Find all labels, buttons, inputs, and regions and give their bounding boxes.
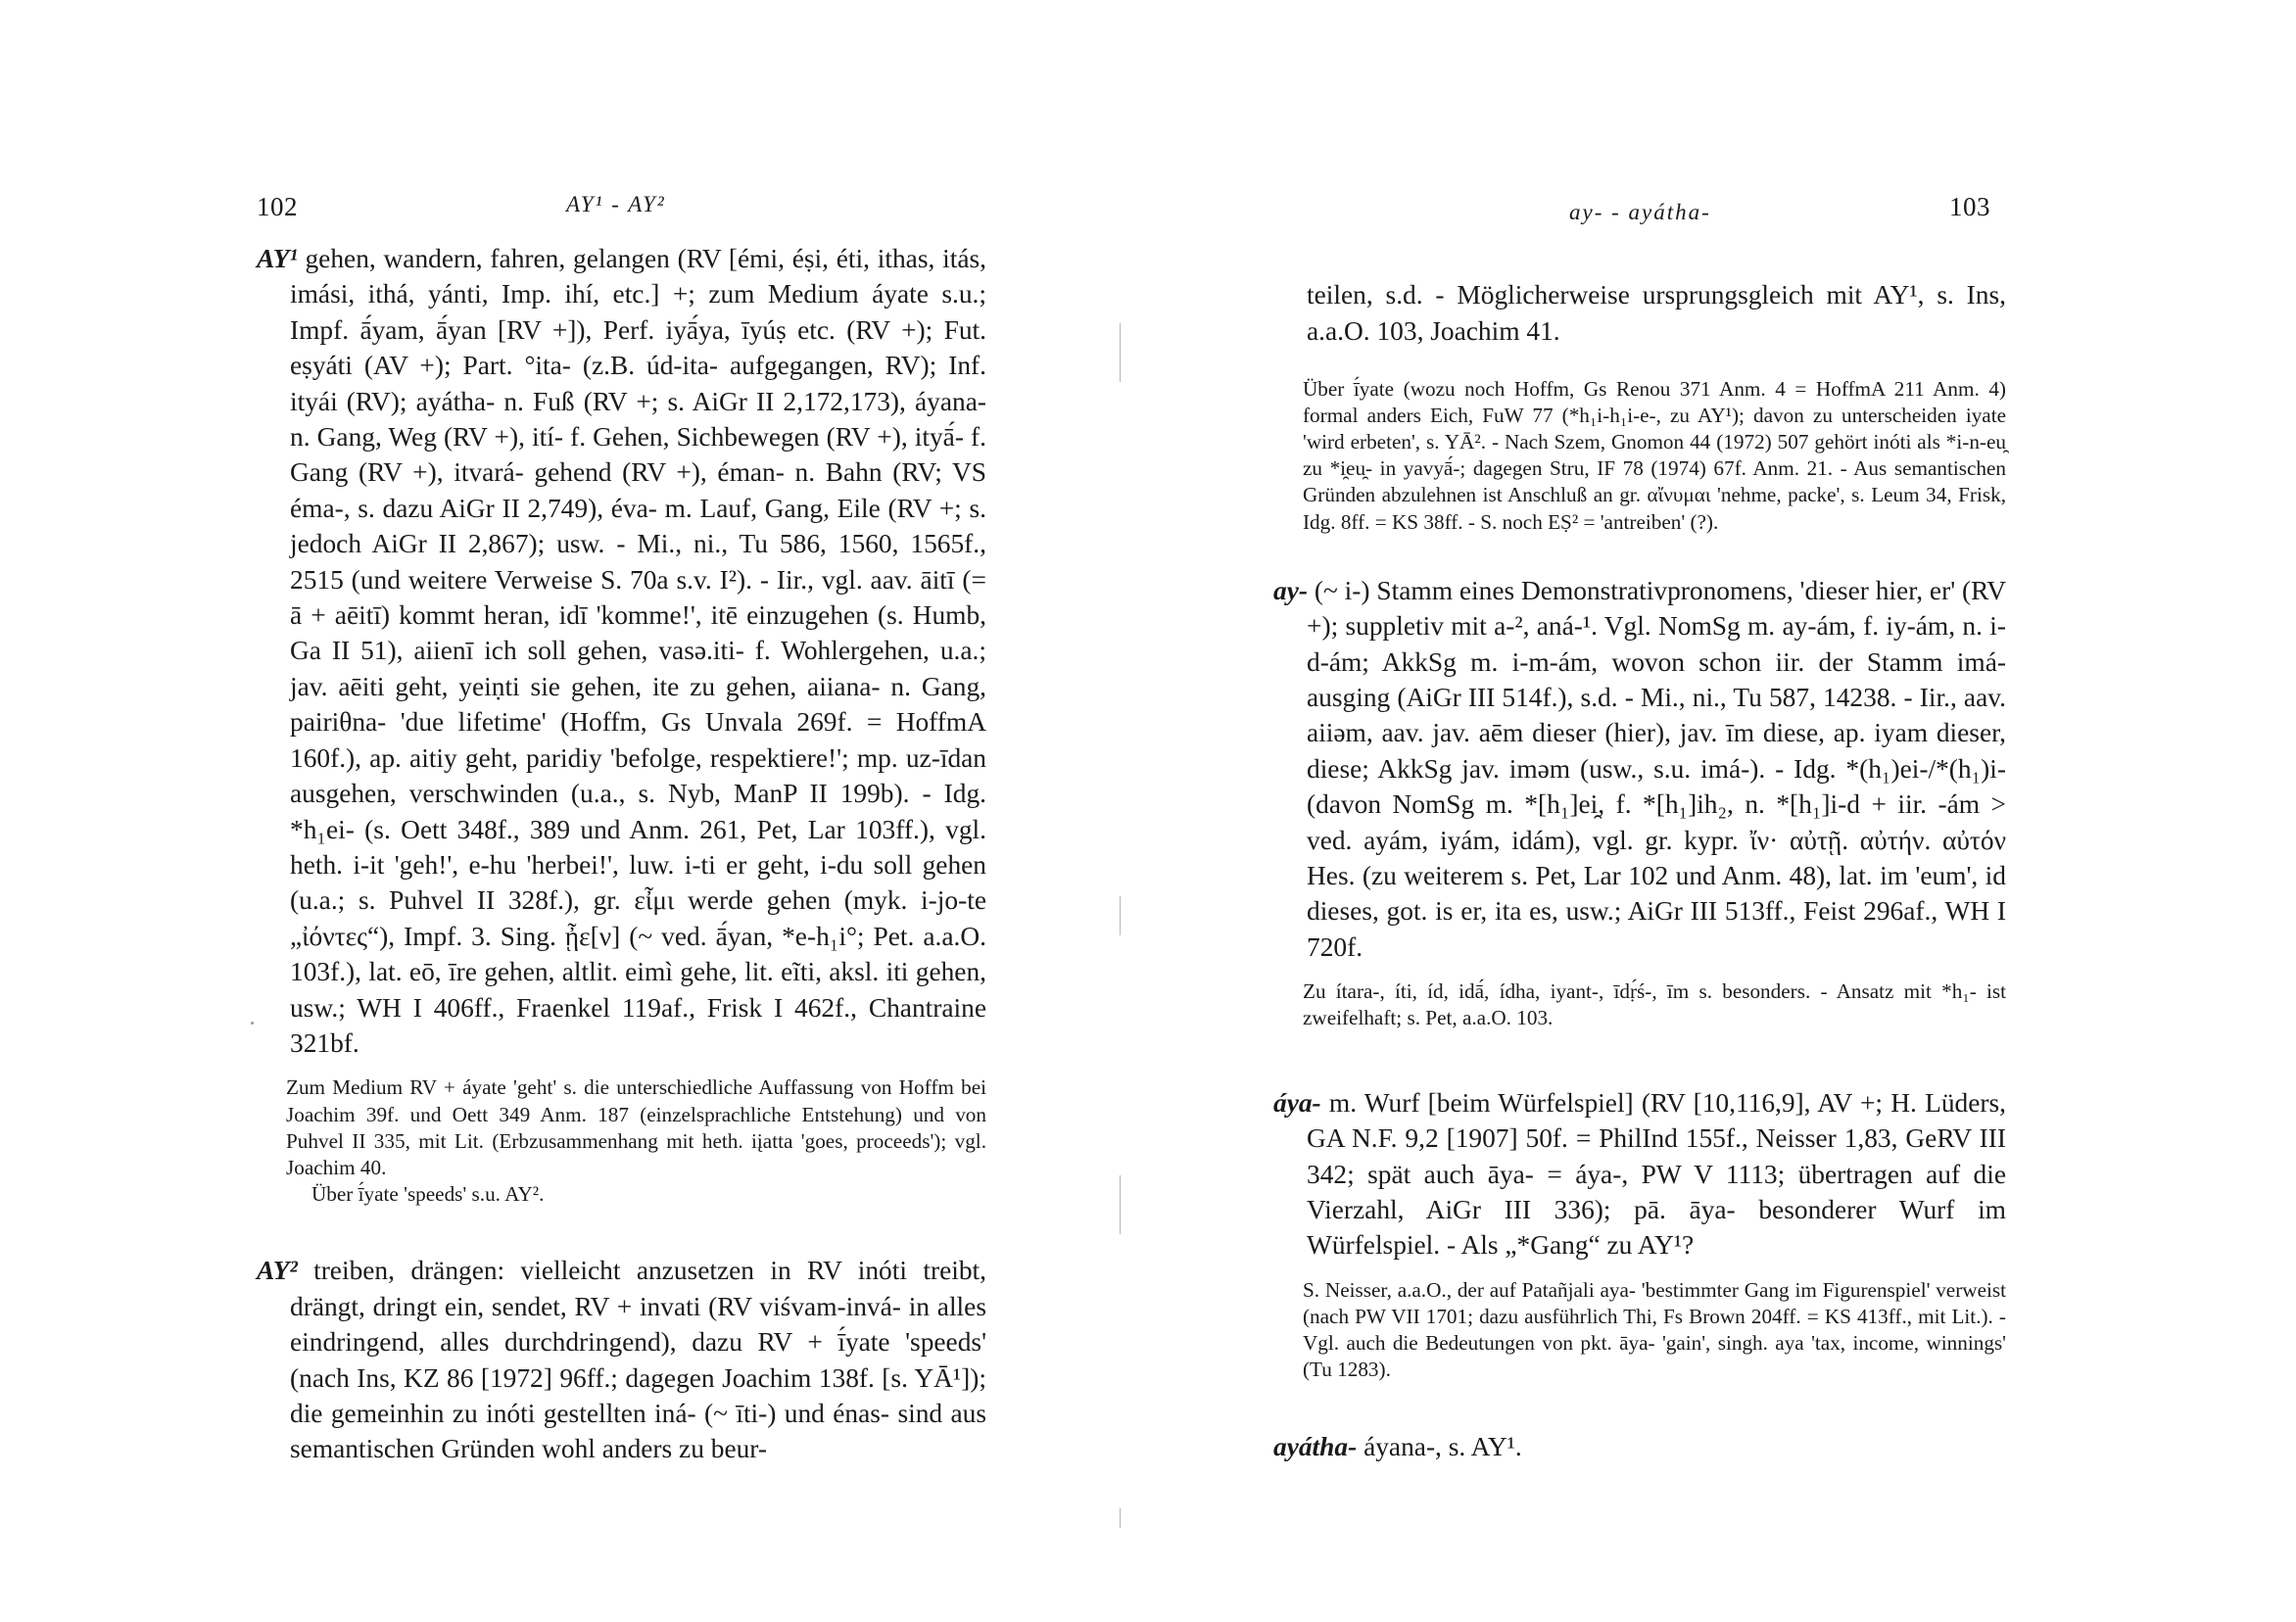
note-aya xyxy=(1273,1277,2006,1384)
entry-ay1-text: gehen, wandern, fahren, gelangen (RV [émi, éṣi, éti, ithas, itás, imási, ithá, yánti, Imp. ihí, etc.] +; zum Medium áyate s.u.; Impf. ā́yam, ā́yan [RV +]), Perf. iyā́ya, īyúṣ etc. (RV +); Fut. eṣyáti (AV +); Part. °ita- (z.B. úd-ita- aufgegangen, RV); Inf. ityái (RV); ayátha- n. Fuß (RV +; s. AiGr II 2,172,173), áyana- n. Gang, Weg (RV +), ití- f. Gehen, Sichbewegen (RV +), ityā́- f. Gang (RV +), itvará- gehend (RV +), éman- n. Bahn (RV; VS éma-, s. dazu AiGr II 2,749), éva- m. Lauf, Gang, Eile (RV +; s. jedoch AiGr II 2,867); usw. - Mi., ni., Tu 586, 1560, 1565f., 2515 (und weitere Verweise S. 70a s.v. I²). - Iir., vgl. aav. āitī (= ā + aēitī) kommt heran, idī 'komme!', itē einzugehen (s. Humb, Ga II 51), aiienī ich soll gehen, vasә.iti- f. Wohlergehen, u.a.; jav. aēiti geht, yeiṇti sie gehen, ite zu gehen, aiiana- n. Gang, pairiθna- 'due lifetime' (Hoffm, Gs Unvala 269f. = HoffmA 160f.), ap. aitiy geht, paridiy 'befolge, respektiere!'; mp. uz-īdan ausgehen, verschwinden (u.a., s. Nyb, ManP II 199b). - Idg. *h₁ei- (s. Oett 348f., 389 und Anm. 261, Pet, Lar 103ff.), vgl. heth. i-it 'geh!', e-hu 'herbei!', luw. i-ti er geht, i-du soll gehen (u.a.; s. Puhvel II 328f.), gr. εἶμι werde gehen (myk. i-jo-te „ἰόντες“), Impf. 3. Sing. ᾖε[ν] (~ ved. ā́yan, *e-h₁i°; Pet. a.a.O. 103f.), lat. eō, īre gehen, altlit. eimì gehe, lit. eĩti, aksl. iti gehen, usw.; WH I 406ff., Fraenkel 119af., Frisk I 462f., Chantraine 321bf. xyxy=(290,244,986,1058)
entry-ayatha-text: áyana-, s. AY¹. xyxy=(1363,1431,1522,1461)
entry-ay2-paragraph xyxy=(257,1253,986,1466)
running-head-left: AY¹ - AY² xyxy=(566,192,666,216)
lemma-ay-stem: ay- xyxy=(1273,575,1308,605)
margin-speck xyxy=(251,1022,254,1025)
entry-aya-paragraph xyxy=(1273,1085,2006,1264)
entry-ayatha xyxy=(1273,1429,2006,1464)
gutter-artifact xyxy=(1120,1175,1121,1234)
entry-ay2 xyxy=(257,1253,986,1466)
entry-ay1-paragraph xyxy=(257,241,986,1061)
lemma-ay2: AY² xyxy=(257,1256,298,1286)
note-ay1-text-2: Über ī́yate 'speeds' s.u. AY². xyxy=(311,1182,545,1207)
note-continuation-text: Über ī́yate (wozu noch Hoffm, Gs Renou 371 Anm. 4 = HoffmA 211 Anm. 4) formal anders Eich, FuW 77 (*h₁i-h₁i-e-, zu AY¹); davon zu unterscheiden iyate 'wird erbeten', s. YĀ². - Nach Szem, Gnomon 44 (1972) 507 gehört inóti als *i-n-eu̯ zu *i̯eu̯- in yavyā́-; dagegen Stru, IF 78 (1974) 67f. Anm. 21. - Aus semantischen Gründen abzulehnen ist Anschluß an gr. αἴνυμαι 'nehme, packe', s. Leum 34, Frisk, Idg. 8ff. = KS 38ff. - S. noch EṢ² = 'antreiben' (?). xyxy=(1303,376,2006,534)
left-column xyxy=(257,241,986,1467)
entry-ay-stem-text: (~ i-) Stamm eines Demonstrativpronomens, 'dieser hier, er' (RV +); suppletiv mit a-², aná-¹. Vgl. NomSg m. ay-ám, f. iy-ám, n. i-d-ám; AkkSg m. i-m-ám, wovon schon iir. der Stamm imá- ausging (AiGr III 514f.), s.d. - Mi., ni., Tu 587, 14238. - Iir., aav. aiiәm, aav. jav. aēm dieser (hier), jav. īm diese, ap. iyam dieser, diese; AkkSg jav. imәm (usw., s.u. imá-). - Idg. *(h₁)ei-/*(h₁)i- (davon NomSg m. *[h₁]ei̯, f. *[h₁]ih₂, n. *[h₁]i-d + iir. -ám > ved. ayám, iyám, idám), vgl. gr. kypr. ἴν· αὐτῇ. αὐτήν. αὐτόν Hes. (zu weiterem s. Pet, Lar 102 und Anm. 48), lat. im 'eum', id dieses, got. is er, ita es, usw.; AiGr III 513ff., Feist 296af., WH I 720f. xyxy=(1307,575,2006,962)
note-ay1-text-1: Zum Medium RV + áyate 'geht' s. die unterschiedliche Auffassung von Hoffm bei Joachim 39f. und Oett 349 Anm. 187 (einzelsprachliche Entstehung) und von Puhvel II 335, mit Lit. (Erbzusammenhang mit heth. iįatta 'goes, proceeds'); vgl. Joachim 40. xyxy=(286,1075,986,1179)
note-ay-stem xyxy=(1273,978,2006,1031)
page-number-left: 102 xyxy=(257,192,298,221)
continuation-text: teilen, s.d. - Möglicherweise ursprungsgleich mit AY¹, s. Ins, a.a.O. 103, Joachim 41. xyxy=(1307,280,2006,346)
note-aya-text: S. Neisser, a.a.O., der auf Patañjali aya- 'bestimmter Gang im Figurenspiel' verweist (nach PW VII 1701; dazu ausführlich Thi, Fs Brown 204ff. = KS 413ff., mit Lit.). - Vgl. auch die Bedeutungen von pkt. āya- 'gain', singh. aya 'tax, income, winnings' (Tu 1283). xyxy=(1303,1277,2006,1382)
lemma-ayatha: ayátha- xyxy=(1273,1431,1358,1461)
right-page xyxy=(1148,0,2296,1622)
note-continuation xyxy=(1273,376,2006,536)
gutter-artifact xyxy=(1120,1508,1121,1528)
gutter-artifact xyxy=(1120,323,1121,382)
lemma-aya: áya- xyxy=(1273,1087,1321,1118)
note-ay1 xyxy=(257,1074,986,1208)
entry-aya-text: m. Wurf [beim Würfelspiel] (RV [10,116,9], AV +; H. Lüders, GA N.F. 9,2 [1907] 50f. = PhilInd 155f., Neisser 1,83, GeRV III 342; spät auch āya- = áya-, PW V 1113; übertragen auf die Vierzahl, AiGr III 336); pā. āya- besonderer Wurf im Würfelspiel. - Als „*Gang“ zu AY¹? xyxy=(1307,1087,2006,1261)
running-head-right: ay- - ayátha- xyxy=(1569,200,1711,224)
entry-aya xyxy=(1273,1085,2006,1264)
entry-ay-stem-paragraph xyxy=(1273,573,2006,965)
entry-ayatha-paragraph xyxy=(1273,1429,2006,1464)
page-number-right: 103 xyxy=(1949,192,1990,221)
entry-ay1 xyxy=(257,241,986,1061)
gutter-artifact xyxy=(1120,896,1121,935)
note-ay-stem-text: Zu ítara-, íti, íd, idā́, ídha, iyant-, īdṛ́ś-, īm s. besonders. - Ansatz mit *h₁- ist zweifelhaft; s. Pet, a.a.O. 103. xyxy=(1303,979,2006,1030)
entry-ay-stem xyxy=(1273,573,2006,965)
lemma-ay1: AY¹ xyxy=(257,244,298,273)
right-column xyxy=(1273,251,2006,1464)
entry-ay2-text: treiben, drängen: vielleicht anzusetzen in RV inóti treibt, drängt, dringt ein, sendet, RV + invati (RV viśvam-invá- in alles eindringend, alles durchdringend), dazu RV + ī́yate 'speeds' (nach Ins, KZ 86 [1972] 96ff.; dagegen Joachim 138f. [s. YĀ¹]); die gemeinhin zu inóti gestellten iná- (~ īti-) und énas- sind aus semantischen Gründen wohl anders zu beur- xyxy=(290,1256,986,1464)
